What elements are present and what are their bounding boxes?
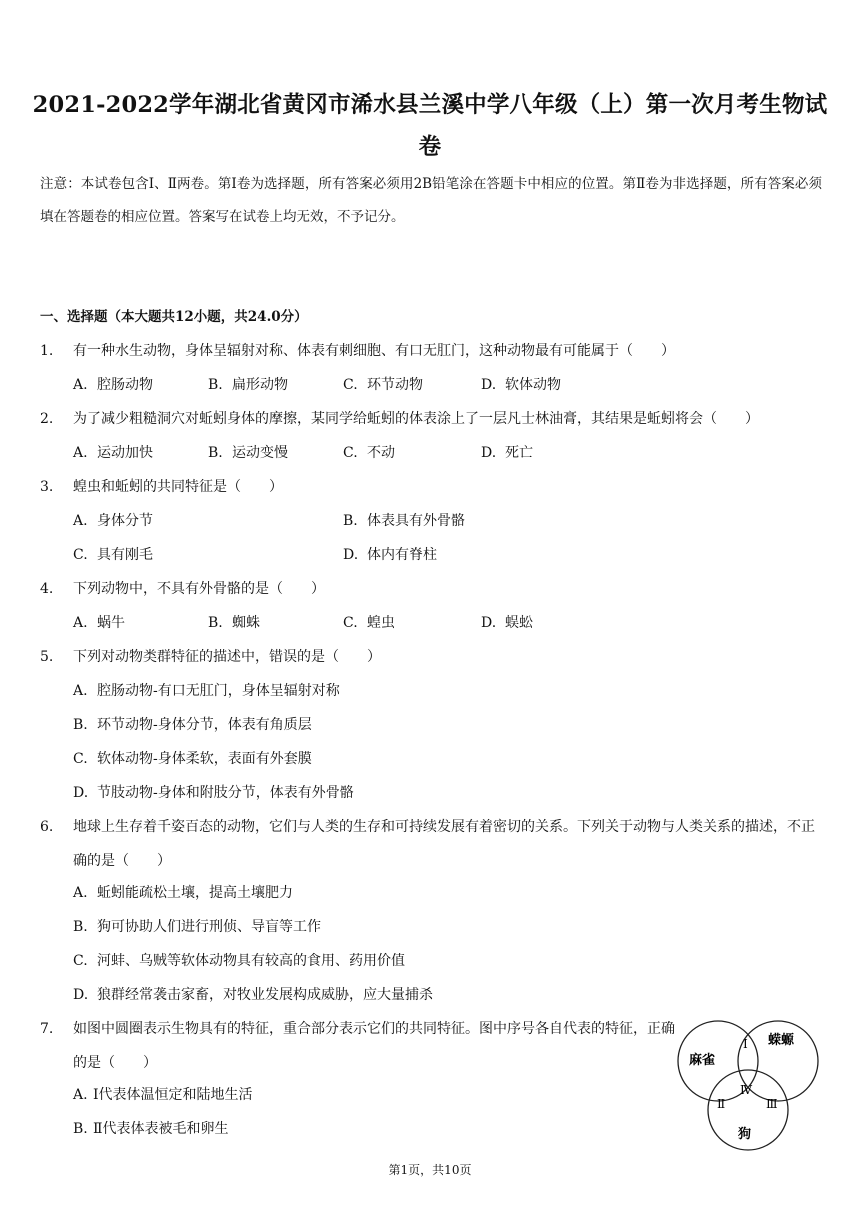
- question-stem: 下列动物中，不具有外骨骼的是（ ）: [73, 581, 325, 597]
- option-d[interactable]: D. 软体动物: [481, 377, 561, 393]
- question-1: [40, 334, 822, 368]
- option-d[interactable]: D. 狼群经常袭击家畜，对牧业发展构成威胁，应大量捕杀: [73, 987, 433, 1003]
- question-stem: 为了减少粗糙洞穴对蚯蚓身体的摩擦，某同学给蚯蚓的体表涂上了一层凡士林油膏，其结果是蚯蚓将会（ ）: [73, 411, 759, 427]
- option-a[interactable]: A. 蚯蚓能疏松土壤，提高土壤肥力: [73, 885, 293, 901]
- option-a[interactable]: A. 身体分节: [73, 513, 153, 529]
- option-c[interactable]: C. 环节动物: [343, 377, 423, 393]
- exam-title: 2021-2022学年湖北省黄冈市浠水县兰溪中学八年级（上）第一次月考生物试卷: [32, 92, 828, 160]
- option-c[interactable]: C. 不动: [343, 445, 395, 461]
- venn-region-3: Ⅲ: [766, 1097, 778, 1111]
- option-b[interactable]: B. 狗可协助人们进行刑侦、导盲等工作: [73, 919, 321, 935]
- option-b[interactable]: B. 扁形动物: [208, 377, 288, 393]
- page-footer: 第1页，共10页: [388, 1163, 472, 1177]
- exam-notice: 注意：本试卷包含Ⅰ、Ⅱ两卷。第Ⅰ卷为选择题，所有答案必须用2B铅笔涂在答题卡中相应的位置。第Ⅱ卷为非选择题，所有答案必须填在答题卷的相应位置。答案写在试卷上均无效，不予记分。: [40, 176, 822, 225]
- question-stem: 蝗虫和蚯蚓的共同特征是（ ）: [73, 479, 283, 495]
- venn-label-salamander: 蝾螈: [768, 1033, 795, 1048]
- option-b[interactable]: B. 运动变慢: [208, 445, 288, 461]
- option-b[interactable]: B. 蜘蛛: [208, 615, 260, 631]
- question-3: [40, 470, 822, 504]
- question-number: 2.: [40, 411, 54, 427]
- question-5: [40, 640, 822, 674]
- question-number: 3.: [40, 479, 54, 495]
- option-c[interactable]: C. 软体动物-身体柔软，表面有外套膜: [73, 751, 312, 767]
- venn-diagram: [676, 1012, 820, 1157]
- question-number: 4.: [40, 581, 54, 597]
- question-2: [40, 402, 822, 436]
- option-b[interactable]: B. 体表具有外骨骼: [343, 513, 465, 529]
- question-number: 5.: [40, 649, 54, 665]
- option-d[interactable]: D. 节肢动物-身体和附肢分节，体表有外骨骼: [73, 785, 354, 801]
- option-b[interactable]: B. Ⅱ代表体表被毛和卵生: [73, 1121, 229, 1137]
- question-6: [40, 810, 822, 878]
- question-4: [40, 572, 822, 606]
- venn-region-4: Ⅳ: [740, 1083, 752, 1097]
- question-number: 1.: [40, 343, 54, 359]
- option-a[interactable]: A. 腔肠动物-有口无肛门，身体呈辐射对称: [73, 683, 340, 699]
- question-stem: 如图中圆圈表示生物具有的特征，重合部分表示它们的共同特征。图中序号各自代表的特征，正确的是（ ）: [73, 1021, 675, 1071]
- option-b[interactable]: B. 环节动物-身体分节，体表有角质层: [73, 717, 312, 733]
- option-d[interactable]: D. 死亡: [481, 445, 533, 461]
- option-a[interactable]: A. 蜗牛: [73, 615, 125, 631]
- question-number: 7.: [40, 1021, 54, 1037]
- question-number: 6.: [40, 819, 54, 835]
- option-d[interactable]: D. 蜈蚣: [481, 615, 533, 631]
- option-c[interactable]: C. 蝗虫: [343, 615, 395, 631]
- venn-region-2: Ⅱ: [717, 1097, 726, 1111]
- option-a[interactable]: A. 运动加快: [73, 445, 153, 461]
- option-a[interactable]: A. Ⅰ代表体温恒定和陆地生活: [73, 1087, 253, 1103]
- venn-label-sparrow: 麻雀: [689, 1053, 716, 1068]
- question-stem: 地球上生存着千姿百态的动物，它们与人类的生存和可持续发展有着密切的关系。下列关于动物与人类关系的描述，不正确的是（ ）: [73, 819, 815, 869]
- venn-label-dog: 狗: [738, 1127, 752, 1142]
- option-d[interactable]: D. 体内有脊柱: [343, 547, 437, 563]
- option-c[interactable]: C. 具有刚毛: [73, 547, 153, 563]
- question-stem: 下列对动物类群特征的描述中，错误的是（ ）: [73, 649, 381, 665]
- question-stem: 有一种水生动物，身体呈辐射对称、体表有刺细胞、有口无肛门，这种动物最有可能属于（ ）: [73, 343, 675, 359]
- option-c[interactable]: C. 河蚌、乌贼等软体动物具有较高的食用、药用价值: [73, 953, 405, 969]
- option-a[interactable]: A. 腔肠动物: [73, 377, 153, 393]
- venn-region-1: Ⅰ: [743, 1037, 748, 1051]
- section-heading: 一、选择题（本大题共12小题，共24.0分）: [40, 309, 308, 325]
